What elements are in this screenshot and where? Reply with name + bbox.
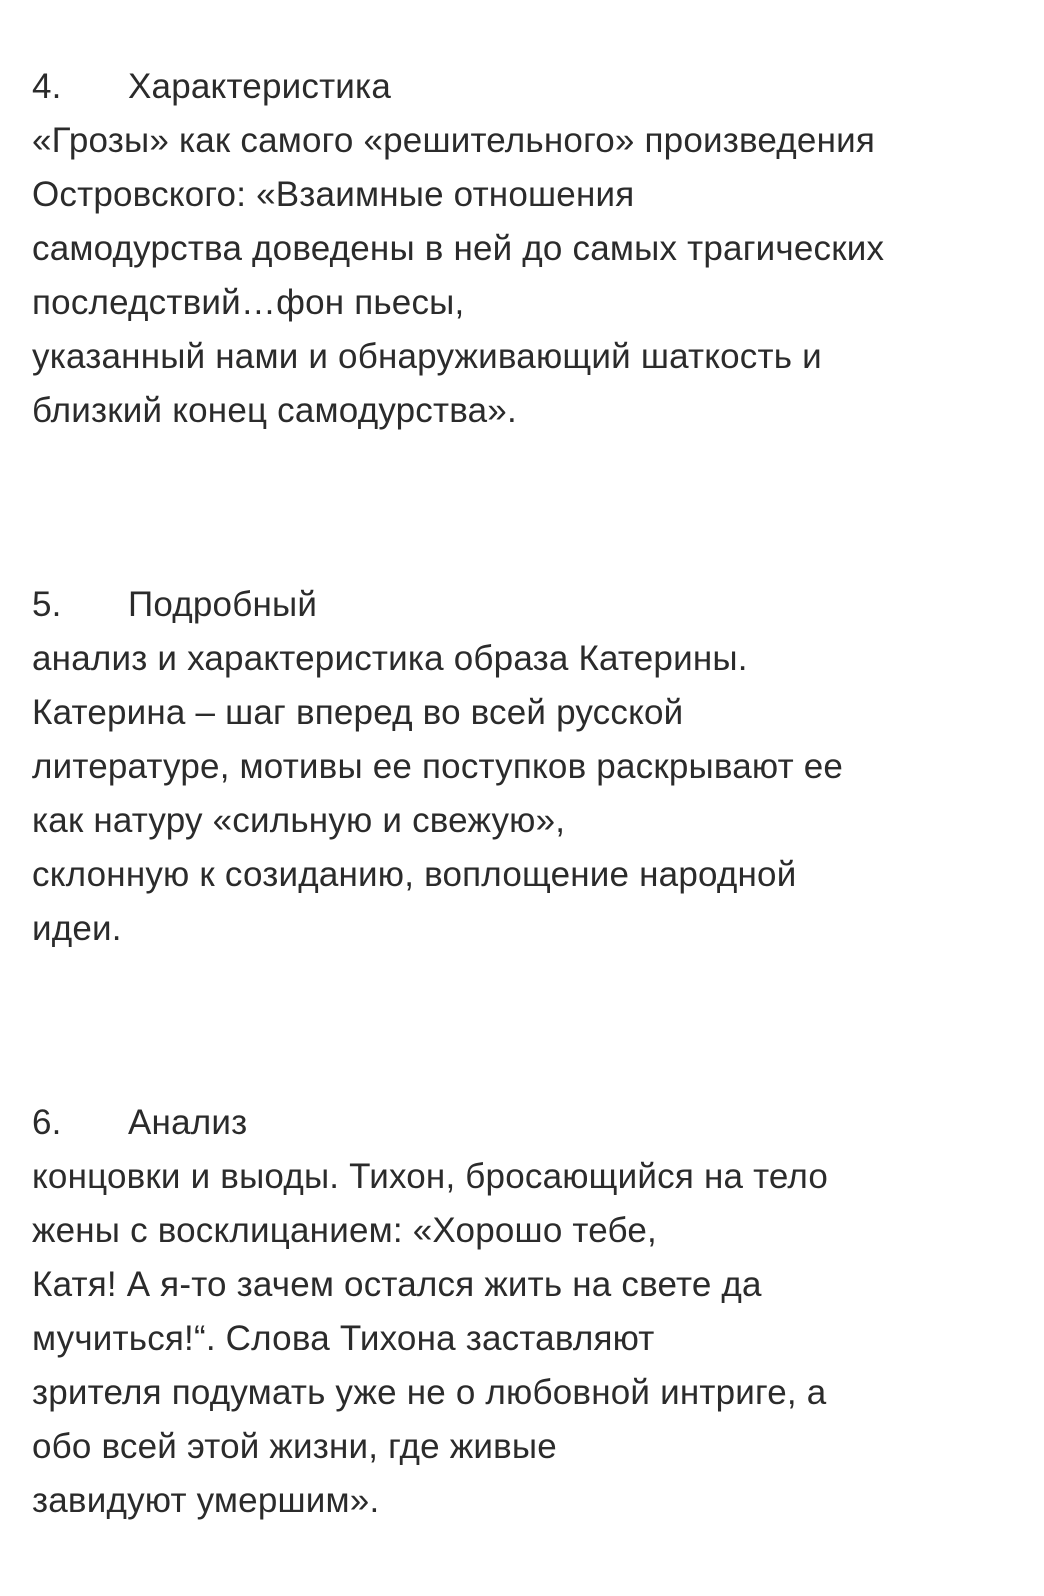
section-title: Анализ	[128, 1103, 248, 1142]
section-number: 6.	[32, 1103, 62, 1142]
text-line: обо всей этой жизни, где живые	[32, 1427, 557, 1466]
text-line: идеи.	[32, 909, 122, 948]
section-6	[32, 1096, 1022, 1528]
section-heading	[32, 578, 1022, 632]
text-line: как натуру «сильную и свежую»,	[32, 801, 566, 840]
text-line: последствий…фон пьесы,	[32, 283, 465, 322]
text-line: концовки и выоды. Тихон, бросающийся на тело	[32, 1157, 829, 1196]
text-line: завидуют умершим».	[32, 1481, 380, 1520]
text-line: самодурства доведены в ней до самых трагических	[32, 229, 885, 268]
section-number: 5.	[32, 585, 62, 624]
text-line: мучиться!“. Слова Тихона заставляют	[32, 1319, 655, 1358]
text-line: зрителя подумать уже не о любовной интриге, а	[32, 1373, 827, 1412]
text-line: склонную к созиданию, воплощение народной	[32, 855, 797, 894]
text-line: Катя! А я-то зачем остался жить на свете да	[32, 1265, 762, 1304]
section-5	[32, 578, 1022, 956]
section-number: 4.	[32, 67, 62, 106]
section-4	[32, 60, 1022, 438]
text-line: жены с восклицанием: «Хорошо тебе,	[32, 1211, 657, 1250]
text-line: «Грозы» как самого «решительного» произведения	[32, 121, 876, 160]
text-line: Катерина – шаг вперед во всей русской	[32, 693, 684, 732]
section-title: Характеристика	[128, 67, 391, 106]
text-line: Островского: «Взаимные отношения	[32, 175, 635, 214]
text-line: близкий конец самодурства».	[32, 391, 517, 430]
text-line: указанный нами и обнаруживающий шаткость и	[32, 337, 822, 376]
section-heading	[32, 1096, 1022, 1150]
section-title: Подробный	[128, 585, 318, 624]
text-line: литературе, мотивы ее поступков раскрывают ее	[32, 747, 844, 786]
text-line: анализ и характеристика образа Катерины.	[32, 639, 748, 678]
section-heading	[32, 60, 1022, 114]
